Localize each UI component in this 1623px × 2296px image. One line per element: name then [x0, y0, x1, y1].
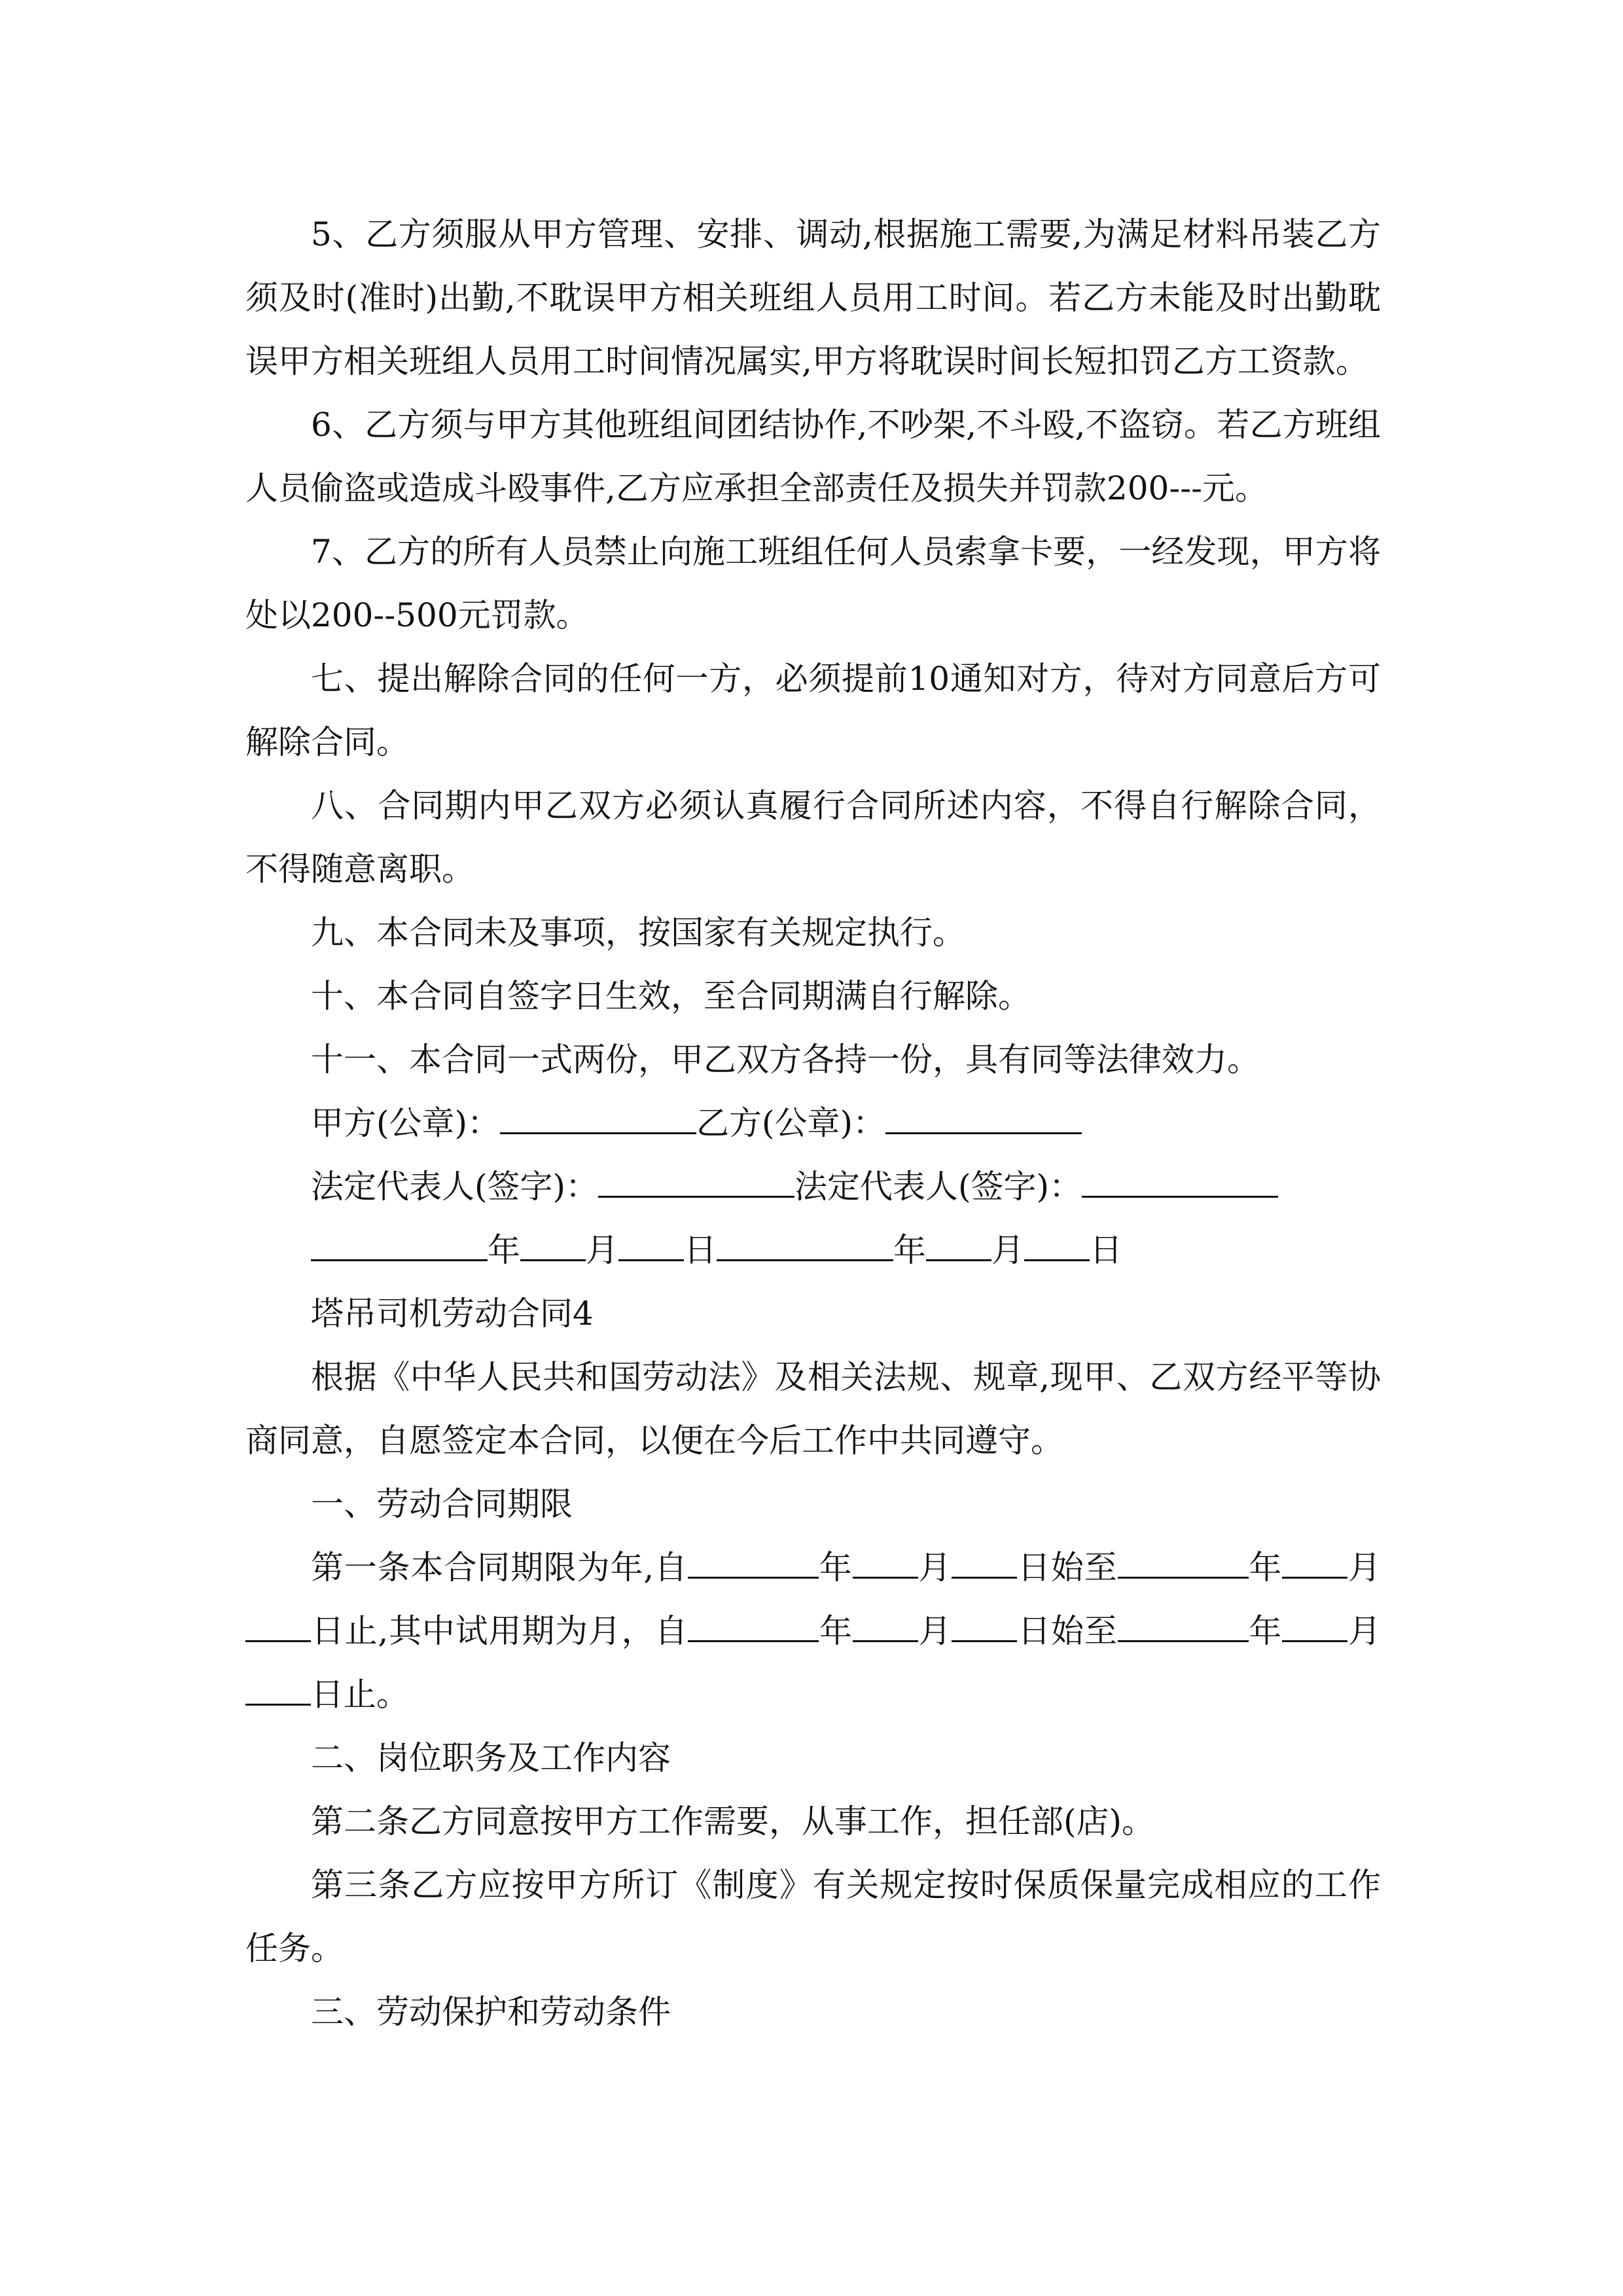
trial-end-month-blank: [1282, 1611, 1347, 1642]
party-b-seal-label: 乙方(公章)：: [696, 1104, 886, 1142]
term-end-month-blank: [1282, 1548, 1347, 1579]
rep-b-blank: [1082, 1167, 1278, 1198]
month-label: 月: [586, 1231, 618, 1269]
article-1-end: 日止。: [311, 1676, 409, 1713]
document-body: [245, 203, 1381, 2044]
day-label: 日: [1090, 1231, 1122, 1269]
trial-end-day-blank: [245, 1675, 311, 1706]
article-1-start: 日始至: [1017, 1612, 1118, 1650]
year-label: 年: [1248, 1549, 1283, 1587]
article-1-mid: 日止,其中试用期为月，自: [311, 1612, 688, 1650]
clause-copies: 十一、本合同一式两份，甲乙双方各持一份，具有同等法律效力。: [311, 1041, 1260, 1079]
trial-start-day-blank: [952, 1611, 1017, 1642]
clause-termination: 七、提出解除合同的任何一方，必须提前10通知对方，待对方同意后方可解除合同。: [245, 660, 1381, 761]
clause-6: 6、乙方须与甲方其他班组间团结协作,不吵架,不斗殴,不盗窃。若乙方班组人员偷盗或造成斗殴事件,乙方应承担全部责任及损失并罚款200---元。: [245, 406, 1381, 507]
term-start-year-blank: [688, 1548, 819, 1579]
heading-contract-term: 一、劳动合同期限: [311, 1485, 573, 1523]
signature-rep-line: [245, 1155, 1381, 1219]
date-b-day-blank: [1024, 1230, 1090, 1261]
clause-performance: 八、合同期内甲乙双方必须认真履行合同所述内容，不得自行解除合同，不得随意离职。: [245, 787, 1381, 888]
year-label: 年: [1248, 1612, 1283, 1650]
clause-7: 7、乙方的所有人员禁止向施工班组任何人员索拿卡要，一经发现，甲方将处以200--500元罚款。: [245, 533, 1381, 634]
trial-end-year-blank: [1118, 1611, 1249, 1642]
rep-a-label: 法定代表人(签字)：: [311, 1168, 599, 1206]
section-title: 塔吊司机劳动合同4: [311, 1295, 594, 1333]
article-1: [245, 1536, 1381, 1727]
contract-intro: 根据《中华人民共和国劳动法》及相关法规、规章,现甲、乙双方经平等协商同意，自愿签定本合同，以便在今后工作中共同遵守。: [245, 1358, 1381, 1460]
date-b-year-blank: [717, 1230, 893, 1261]
year-label: 年: [818, 1549, 853, 1587]
term-start-day-blank: [952, 1548, 1017, 1579]
date-a-month-blank: [520, 1230, 586, 1261]
article-2: 第二条乙方同意按甲方工作需要，从事工作，担任部(店)。: [311, 1803, 1155, 1840]
clause-effective: 十、本合同自签字日生效，至合同期满自行解除。: [311, 977, 1031, 1015]
trial-start-year-blank: [688, 1611, 819, 1642]
month-label: 月: [918, 1612, 952, 1650]
year-label: 年: [488, 1231, 520, 1269]
rep-b-label: 法定代表人(签字)：: [794, 1168, 1082, 1206]
article-1-start: 日始至: [1017, 1549, 1118, 1587]
article-1-lead: 第一条本合同期限为年,自: [311, 1549, 688, 1587]
year-label: 年: [819, 1612, 853, 1650]
year-label: 年: [893, 1231, 926, 1269]
month-label: 月: [1347, 1549, 1382, 1587]
term-end-year-blank: [1118, 1548, 1249, 1579]
party-a-seal-label: 甲方(公章)：: [311, 1104, 501, 1142]
signature-seal-line: [245, 1092, 1381, 1155]
party-a-seal-blank: [500, 1103, 696, 1134]
month-label: 月: [918, 1549, 952, 1587]
article-3: 第三条乙方应按甲方所订《制度》有关规定按时保质保量完成相应的工作任务。: [245, 1866, 1381, 1967]
date-a-day-blank: [618, 1230, 684, 1261]
heading-labor-protection: 三、劳动保护和劳动条件: [311, 1993, 671, 2031]
term-end-day-blank: [245, 1611, 311, 1642]
clause-5: 5、乙方须服从甲方管理、安排、调动,根据施工需要,为满足材料吊装乙方须及时(准时)出勤,不耽误甲方相关班组人员用工时间。若乙方未能及时出勤耽误甲方相关班组人员用工时间情况属实,甲方将耽误时间长短扣罚乙方工资款。: [245, 215, 1381, 380]
day-label: 日: [684, 1231, 717, 1269]
month-label: 月: [1347, 1612, 1382, 1650]
signature-date-line: [245, 1219, 1381, 1282]
rep-a-blank: [598, 1167, 794, 1198]
date-b-month-blank: [926, 1230, 991, 1261]
trial-start-month-blank: [853, 1611, 918, 1642]
clause-unspecified-matters: 九、本合同未及事项，按国家有关规定执行。: [311, 914, 965, 952]
month-label: 月: [991, 1231, 1024, 1269]
party-b-seal-blank: [885, 1103, 1082, 1134]
heading-job-duties: 二、岗位职务及工作内容: [311, 1739, 671, 1777]
date-a-year-blank: [311, 1230, 488, 1261]
term-start-month-blank: [853, 1548, 918, 1579]
